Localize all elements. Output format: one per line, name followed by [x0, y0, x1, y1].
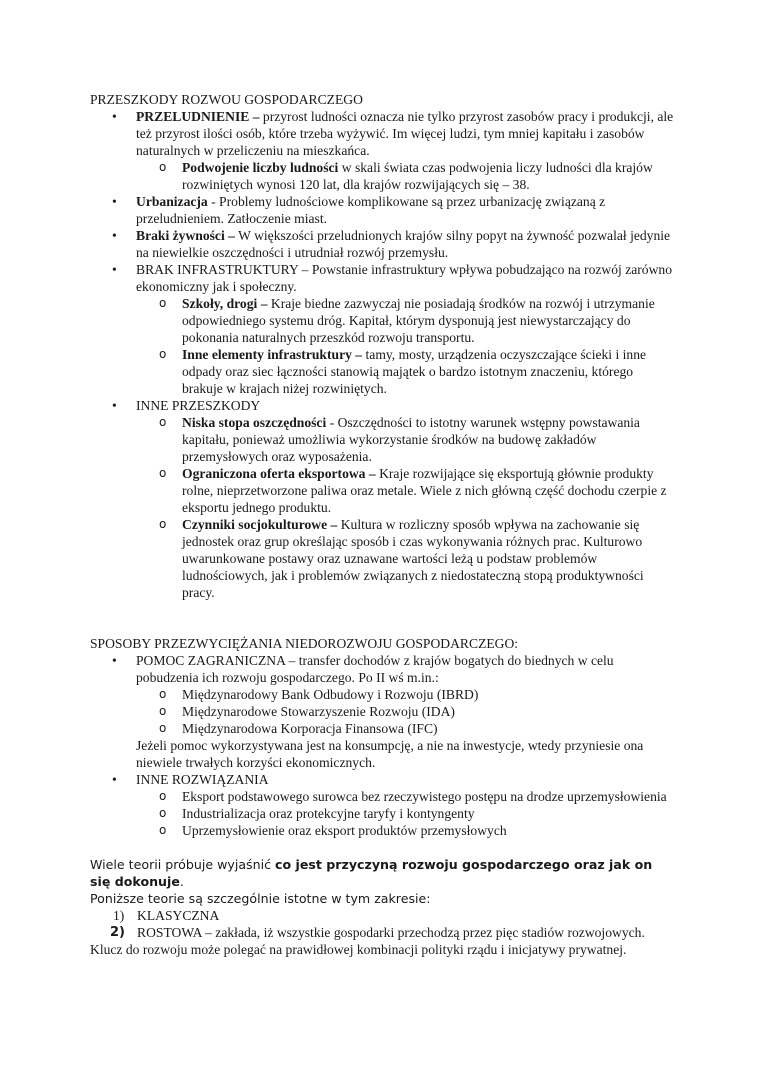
item-text: przyrost ludności oznacza nie tylko przyrost zasobów pracy i produkcji, ale też przyrost ilości osób, które trzeba wyżywić. Im więcej ludzi, tym mniej kapitału i zasobów naturalnych w przeliczeniu na mieszkańca.: [136, 109, 674, 158]
section-heading-solutions: SPOSOBY PRZEZWYCIĘŻANIA NIEDOROZWOJU GOSPODARCZEGO:: [90, 636, 519, 651]
bullet-circle-icon: o: [159, 160, 167, 174]
theory-number: 2): [110, 925, 125, 940]
item-term: Szkoły, drogi –: [182, 296, 268, 311]
bullet-circle-icon: o: [159, 704, 167, 718]
item-term: PRZELUDNIENIE –: [136, 109, 260, 124]
list-item: [90, 261, 675, 295]
bullet-circle-icon: o: [159, 517, 167, 531]
item-text: INNE ROZWIĄZANIA: [136, 772, 269, 787]
item-text: Uprzemysłowienie oraz eksport produktów przemysłowych: [182, 823, 507, 838]
list-item: [90, 703, 675, 720]
list-item: [90, 193, 675, 227]
bullet-disc-icon: •: [112, 109, 117, 124]
list-item: [90, 346, 675, 397]
bullet-circle-icon: o: [159, 789, 167, 803]
item-text: Międzynarodowe Stowarzyszenie Rozwoju (IDA): [182, 704, 455, 719]
list-item: [90, 788, 675, 805]
document-body: [90, 91, 675, 958]
item-text: Powstanie infrastruktury wpływa pobudzająco na rozwój zarówno ekonomiczny jak i społeczny.: [136, 262, 672, 294]
list-item: [90, 227, 675, 261]
item-text: - Oszczędności to istotny warunek wstępny powstawania kapitału, ponieważ umożliwia wykorzystanie środków na budowę zakładów przemysłowych oraz wyposażenia.: [182, 415, 640, 464]
spacer: [90, 618, 675, 635]
theory-item: [90, 924, 675, 941]
list-item: [90, 771, 675, 788]
item-term: Niska stopa oszczędności: [182, 415, 327, 430]
list-item: [90, 805, 675, 822]
theories-intro-line2: Poniższe teorie są szczególnie istotne w tym zakresie:: [90, 891, 431, 906]
intro-text: Wiele teorii próbuje wyjaśnić: [90, 857, 276, 872]
item-text: Industrializacja oraz protekcyjne taryfy i kontyngenty: [182, 806, 475, 821]
theory-item: [90, 907, 675, 924]
item-text: transfer dochodów z krajów bogatych do biednych w celu pobudzenia ich rozwoju gospodarczego. Po II wś m.in.:: [136, 653, 614, 685]
bullet-circle-icon: o: [159, 415, 167, 429]
spacer: [90, 601, 675, 618]
item-text: Kraje rozwijające się eksportują głównie produkty rolne, nieprzetworzone paliwa oraz metale. Wiele z nich główną część dochodu czerpie z eksportu jednego produktu.: [182, 466, 667, 515]
theory-text: ROSTOWA – zakłada, iż wszystkie gospodarki przechodzą przez pięc stadiów rozwojowych.: [137, 925, 645, 940]
list-item: [90, 108, 675, 159]
list-item: [90, 159, 675, 193]
item-text: - Problemy ludnościowe komplikowane są przez urbanizację związaną z przeludnieniem. Zatłoczenie miast.: [136, 194, 606, 226]
theory-text: KLASYCZNA: [137, 908, 220, 923]
item-term: POMOC ZAGRANICZNA –: [136, 653, 296, 668]
item-term: Ograniczona oferta eksportowa –: [182, 466, 376, 481]
bullet-circle-icon: o: [159, 466, 167, 480]
item-text: w skali świata czas podwojenia liczy ludności dla krajów rozwiniętych wynosi 120 lat, dla krajów rozwijających się – 38.: [182, 160, 653, 192]
bullet-disc-icon: •: [112, 228, 117, 243]
item-text: W większości przeludnionych krajów silny popyt na żywność pozwalał jedynie na niewielkie oszczędności i utrudniał rozwój przemysłu.: [136, 228, 671, 260]
theories-intro: [90, 856, 675, 890]
item-text: Eksport podstawowego surowca bez rzeczywistego postępu na drodze uprzemysłowienia: [182, 789, 667, 804]
bullet-circle-icon: o: [159, 296, 167, 310]
bullet-circle-icon: o: [159, 806, 167, 820]
item-text: INNE PRZESZKODY: [136, 398, 261, 413]
item-term: Podwojenie liczby ludności: [182, 160, 339, 175]
bullet-circle-icon: o: [159, 687, 167, 701]
theory-number: 1): [113, 908, 125, 923]
list-item: [90, 295, 675, 346]
item-text: Międzynarodowa Korporacja Finansowa (IFC): [182, 721, 438, 736]
bullet-disc-icon: •: [112, 262, 117, 277]
list-item: [90, 516, 675, 601]
note-paragraph: Jeżeli pomoc wykorzystywana jest na konsumpcję, a nie na inwestycje, wtedy przyniesie ona niewiele trwałych korzyści ekonomicznych.: [136, 738, 644, 770]
item-text: Kultura w rozliczny sposób wpływa na zachowanie się jednostek oraz grup określając sposób i czas wykonywania różnych prac. Kulturowo uwarunkowane postawy oraz uznawane wartości leżą u podstaw problemów ludnościowych, jak i problemów związanych z niedostateczną stopą produktywności pracy.: [182, 517, 644, 600]
list-item: [90, 720, 675, 737]
item-term: Urbanizacja: [136, 194, 208, 209]
intro-emphasis: co jest przyczyną rozwoju gospodarczego oraz jak on się dokonuje: [90, 857, 653, 889]
bullet-disc-icon: •: [112, 398, 117, 413]
item-term: Braki żywności –: [136, 228, 235, 243]
bullet-disc-icon: •: [112, 194, 117, 209]
closing-paragraph: Klucz do rozwoju może polegać na prawidłowej kombinacji polityki rządu i inicjatywy prywatnej.: [90, 942, 627, 957]
item-text: Międzynarodowy Bank Odbudowy i Rozwoju (IBRD): [182, 687, 479, 702]
bullet-disc-icon: •: [112, 772, 117, 787]
bullet-circle-icon: o: [159, 347, 167, 361]
item-term: Inne elementy infrastruktury –: [182, 347, 363, 362]
list-item: [90, 397, 675, 414]
item-term: Czynniki socjokulturowe –: [182, 517, 338, 532]
bullet-circle-icon: o: [159, 823, 167, 837]
list-item: [90, 414, 675, 465]
list-item: [90, 822, 675, 839]
list-item: [90, 652, 675, 686]
section-heading-obstacles: PRZESZKODY ROZWOU GOSPODARCZEGO: [90, 92, 363, 107]
item-text: Kraje biedne zazwyczaj nie posiadają środków na rozwój i utrzymanie odpowiedniego systemu dróg. Kapitał, którym dysponują jest niewystarczający do pokonania naturalnych przeszkód rozwoju transportu.: [182, 296, 655, 345]
bullet-disc-icon: •: [112, 653, 117, 668]
spacer: [90, 839, 675, 856]
bullet-circle-icon: o: [159, 721, 167, 735]
intro-end: .: [179, 874, 184, 889]
item-text: tamy, mosty, urządzenia oczyszczające ścieki i inne odpady oraz siec łączności stanowią majątek o bardzo istotnym znaczeniu, którego brakuje w krajach niżej rozwiniętych.: [182, 347, 647, 396]
list-item: [90, 686, 675, 703]
item-term: BRAK INFRASTRUKTURY –: [136, 262, 309, 277]
list-item: [90, 465, 675, 516]
